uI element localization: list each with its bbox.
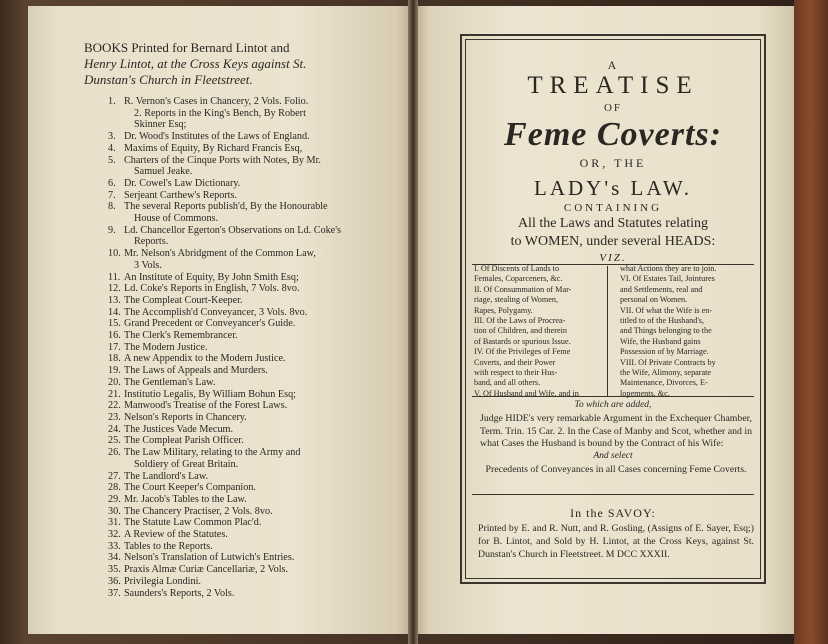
book-list-item	[108, 318, 378, 330]
book-list-text: Dr. Cowel's Law Dictionary.	[124, 177, 241, 189]
book-list-text: Samuel Jeake.	[134, 166, 193, 178]
title-of: OF	[603, 102, 623, 114]
title-or-the: OR, THE	[579, 156, 647, 170]
precedents-text: Precedents of Conveyances in all Cases concerning Feme Coverts.	[485, 464, 747, 475]
contents-line: the Wife, Alimony, separate	[620, 368, 712, 378]
book-list-text: The Clerk's Remembrancer.	[124, 330, 238, 342]
book-list-number: 27.	[108, 470, 121, 482]
book-list-text: Mr. Jacob's Tables to the Law.	[124, 493, 247, 505]
book-list-item	[108, 236, 378, 248]
book-list-number: 30.	[108, 505, 121, 517]
book-list-number: 21.	[108, 388, 121, 400]
book-list-text: Mr. Nelson's Abridgment of the Common Law,	[124, 248, 316, 260]
book-list-number: 37.	[108, 587, 121, 599]
title-a: A	[607, 58, 619, 72]
book-list-number: 1.	[108, 96, 116, 107]
book-list-number: 15.	[108, 318, 121, 330]
contents-line: VIII. Of Private Contracts by	[620, 357, 716, 367]
book-list-item	[108, 576, 378, 588]
book-list-text: An Institute of Equity, By John Smith Esq;	[124, 271, 299, 283]
contents-line: with respect to their Hus-	[474, 368, 558, 378]
book-list-number: 23.	[108, 411, 121, 423]
contents-column-right	[620, 264, 756, 399]
book-list-item	[108, 588, 378, 600]
book-list-text: Privilegia Londini.	[124, 575, 201, 587]
book-list-item	[108, 552, 378, 564]
book-list-number: 35.	[108, 564, 121, 576]
title-women-line: to WOMEN, under several HEADS:	[510, 234, 716, 249]
book-list-number: 4.	[108, 142, 116, 154]
book-list-text: The Justices Vade Mecum.	[124, 423, 234, 435]
book-list-text: A new Appendix to the Modern Justice.	[124, 353, 286, 365]
book-list-text: Nelson's Reports in Chancery.	[124, 411, 247, 423]
book-list-number: 29.	[108, 493, 121, 505]
contents-line: band, and all others.	[474, 378, 541, 388]
book-list-item	[108, 295, 378, 307]
advert-heading-line: Dunstan's Church in Fleetstreet.	[84, 72, 253, 87]
book-list-item	[108, 541, 378, 553]
contents-line: and Settlements, real and	[620, 284, 703, 294]
book-list-number: 8.	[108, 201, 116, 213]
imprint-savoy: In the SAVOY:	[570, 506, 656, 520]
book-list-item	[108, 119, 378, 131]
book-list-text: The Statute Law Common Plac'd.	[124, 517, 262, 529]
contents-line: V. Of Husband and Wife, and in	[474, 388, 579, 398]
book-list-number: 3.	[108, 131, 116, 143]
book-list-item	[108, 131, 378, 143]
book-list-item	[108, 506, 378, 518]
book-list-item	[108, 225, 378, 237]
book-list-number: 32.	[108, 529, 121, 541]
book-list-number: 25.	[108, 435, 121, 447]
book-list-item	[108, 471, 378, 483]
book-list-text: The Law Military, relating to the Army and	[124, 447, 301, 459]
imprint-printed: Printed by E. and R. Nutt, and R. Gosling, (Assigns of E. Sayer, Esq;) for B. Lintot, and Sold by H. Lintot, at the Cross Keys, against St. Dunstan's Church in Fleetstreet. M DCC XXXII.	[478, 523, 754, 560]
contents-line: Coverts, and their Power	[474, 357, 556, 367]
book-list-text: Institutio Legalis, By William Bohun Esq;	[124, 388, 297, 400]
book-list-item	[108, 424, 378, 436]
book-list-text: 3 Vols.	[134, 259, 162, 271]
contents-line: of Bastards or spurious Issue.	[474, 336, 571, 346]
book-list-number: 12.	[108, 283, 121, 295]
contents-line: Possession of by Marriage.	[620, 347, 709, 357]
book-list-text: Ld. Chancellor Egerton's Observations on Ld. Coke's	[124, 224, 342, 236]
book-list-item	[108, 459, 378, 471]
book-list-number: 34.	[108, 552, 121, 564]
book-list-item	[108, 283, 378, 295]
book-list-item	[108, 272, 378, 284]
book-list-text: R. Vernon's Cases in Chancery, 2 Vols. Folio.	[124, 96, 309, 107]
book-list-item	[108, 517, 378, 529]
book-list-number: 19.	[108, 365, 121, 377]
book-list-item	[108, 307, 378, 319]
book-list-number: 33.	[108, 540, 121, 552]
book-list-item	[108, 143, 378, 155]
column-divider	[607, 266, 608, 396]
book-list-text: Nelson's Translation of Lutwich's Entries.	[124, 552, 295, 564]
book-list-item	[108, 564, 378, 576]
book-list-item	[108, 494, 378, 506]
book-list-text: Praxis Almæ Curiæ Cancellariæ, 2 Vols.	[124, 564, 289, 576]
book-list-item	[108, 412, 378, 424]
book-list-number: 36.	[108, 575, 121, 587]
book-list-number: 22.	[108, 400, 121, 412]
book-list-text: Reports.	[134, 236, 169, 248]
title-viz: VIZ.	[599, 252, 627, 264]
contents-line: Females, Coparceners, &c.	[474, 274, 563, 284]
book-list-number: 17.	[108, 341, 121, 353]
book-list-text: The Landlord's Law.	[124, 470, 209, 482]
book-list-number: 18.	[108, 353, 121, 365]
book-list-text: Maxims of Equity, By Richard Francis Esq,	[124, 142, 303, 154]
book-list-item	[108, 447, 378, 459]
book-list-text: Ld. Coke's Reports in English, 7 Vols. 8vo.	[124, 283, 300, 295]
book-list-text: The Modern Justice.	[124, 341, 208, 353]
book-list-item	[108, 342, 378, 354]
book-list-text: The Laws of Appeals and Murders.	[124, 365, 268, 377]
book-list-item	[108, 330, 378, 342]
book-list-text: Charters of the Cinque Ports with Notes, By Mr.	[124, 154, 321, 166]
contents-line: Rapes, Polygamy.	[474, 305, 533, 315]
advert-heading	[84, 40, 374, 88]
book-list-text: The Accomplish'd Conveyancer, 3 Vols. 8vo.	[124, 306, 308, 318]
book-list-text: Soldiery of Great Britain.	[134, 458, 239, 470]
contents-line: titled to of the Husband's,	[620, 316, 705, 326]
book-list-number: 24.	[108, 423, 121, 435]
book-list-item	[108, 190, 378, 202]
contents-column-left	[474, 264, 610, 399]
book-list-item	[108, 529, 378, 541]
book-list-item	[108, 166, 378, 178]
book-list-number: 13.	[108, 294, 121, 306]
book-list-item	[108, 108, 378, 120]
contents-line: Wife, the Husband gains	[620, 336, 701, 346]
book-list-number: 7.	[108, 189, 116, 201]
book-list-text: The several Reports publish'd, By the Honourable	[124, 201, 328, 213]
book-list-item	[108, 213, 378, 225]
book-list-number: 26.	[108, 447, 121, 459]
hide-argument: Judge HIDE's very remarkable Argument in the Exchequer Chamber, Term. Trin. 15 Car. 2. In the Case of Manby and Scot, whether and in what Cases the Husband is bound by the Contract of his Wife:	[480, 413, 752, 449]
book-list-item	[108, 377, 378, 389]
book-list-text: The Compleat Court-Keeper.	[124, 294, 243, 306]
book-list-item	[108, 435, 378, 447]
book-list-text: The Chancery Practiser, 2 Vols. 8vo.	[124, 505, 273, 517]
contents-line: VI. Of Estates Tail, Jointures	[620, 274, 715, 284]
rule-below-contents	[472, 396, 754, 397]
book-list-item	[108, 178, 378, 190]
title-laws-line: All the Laws and Statutes relating	[517, 216, 709, 231]
book-list-number: 14.	[108, 306, 121, 318]
book-list-text: Manwood's Treatise of the Forest Laws.	[124, 400, 288, 412]
book-gutter	[408, 0, 418, 644]
book-list-item	[108, 353, 378, 365]
title-treatise: TREATISE	[527, 72, 699, 99]
book-list-text: The Compleat Parish Officer.	[124, 435, 244, 447]
title-frame	[460, 34, 766, 584]
book-list-number: 9.	[108, 224, 116, 236]
book-list-number: 11.	[108, 271, 121, 283]
contents-line: personal on Women.	[620, 295, 688, 305]
title-inner-frame	[465, 39, 761, 579]
book-list-item	[108, 400, 378, 412]
contents-line: II. Of Consummation of Mar-	[474, 284, 572, 294]
book-list-text: A Review of the Statutes.	[124, 529, 228, 541]
contents-line: lopements, &c.	[620, 388, 670, 398]
book-list-item	[108, 155, 378, 167]
title-feme-coverts: Feme Coverts:	[504, 116, 722, 153]
book-cover-edge	[794, 0, 828, 644]
book-list-item	[108, 96, 378, 108]
contents-line: I. Of Discents of Lands to	[474, 264, 560, 273]
contents-line: Maintenance, Divorces, E-	[620, 378, 708, 388]
book-list-text: Tables to the Reports.	[124, 540, 213, 552]
book-list-text: Saunders's Reports, 2 Vols.	[124, 587, 235, 599]
book-list	[108, 96, 378, 599]
contents-line: III. Of the Laws of Procrea-	[474, 316, 566, 326]
title-ladys-law: LADY's LAW.	[534, 176, 692, 200]
book-list-number: 5.	[108, 154, 116, 166]
book-list-text: Skinner Esq;	[134, 119, 187, 131]
book-list-number: 10.	[108, 248, 121, 260]
book-list-number: 16.	[108, 330, 121, 342]
book-list-item	[108, 201, 378, 213]
book-list-text: The Gentleman's Law.	[124, 376, 216, 388]
title-containing: CONTAINING	[563, 202, 663, 214]
contents-line: and Things belonging to the	[620, 326, 712, 336]
book-list-item	[108, 260, 378, 272]
book-list-text: Serjeant Carthew's Reports.	[124, 189, 238, 201]
book-list-number: 6.	[108, 177, 116, 189]
book-list-item	[108, 248, 378, 260]
to-which-added: To which are added,	[574, 400, 652, 410]
book-list-number: 31.	[108, 517, 121, 529]
contents-line: tion of Children, and therein	[474, 326, 567, 336]
book-list-number: 28.	[108, 482, 121, 494]
book-list-number: 20.	[108, 376, 121, 388]
and-select: And select	[593, 451, 633, 461]
book-list-text: Dr. Wood's Institutes of the Laws of England.	[124, 131, 310, 143]
rule-above-imprint	[472, 494, 754, 495]
book-list-item	[108, 482, 378, 494]
contents-line: what Actions they are to join.	[620, 264, 717, 273]
book-list-text: Grand Precedent or Conveyancer's Guide.	[124, 318, 296, 330]
advert-heading-line: Henry Lintot, at the Cross Keys against St.	[84, 56, 307, 71]
book-list-text: House of Commons.	[134, 213, 219, 225]
book-list-item	[108, 389, 378, 401]
contents-line: VII. Of what the Wife is en-	[620, 305, 713, 315]
advert-heading-line: BOOKS Printed for Bernard Lintot and	[84, 40, 290, 55]
contents-line: IV. Of the Privileges of Feme	[474, 347, 571, 357]
book-list-text: 2. Reports in the King's Bench, By Robert	[134, 107, 306, 119]
book-list-text: The Court Keeper's Companion.	[124, 482, 256, 494]
book-list-item	[108, 365, 378, 377]
contents-line: riage, stealing of Women,	[474, 295, 558, 305]
